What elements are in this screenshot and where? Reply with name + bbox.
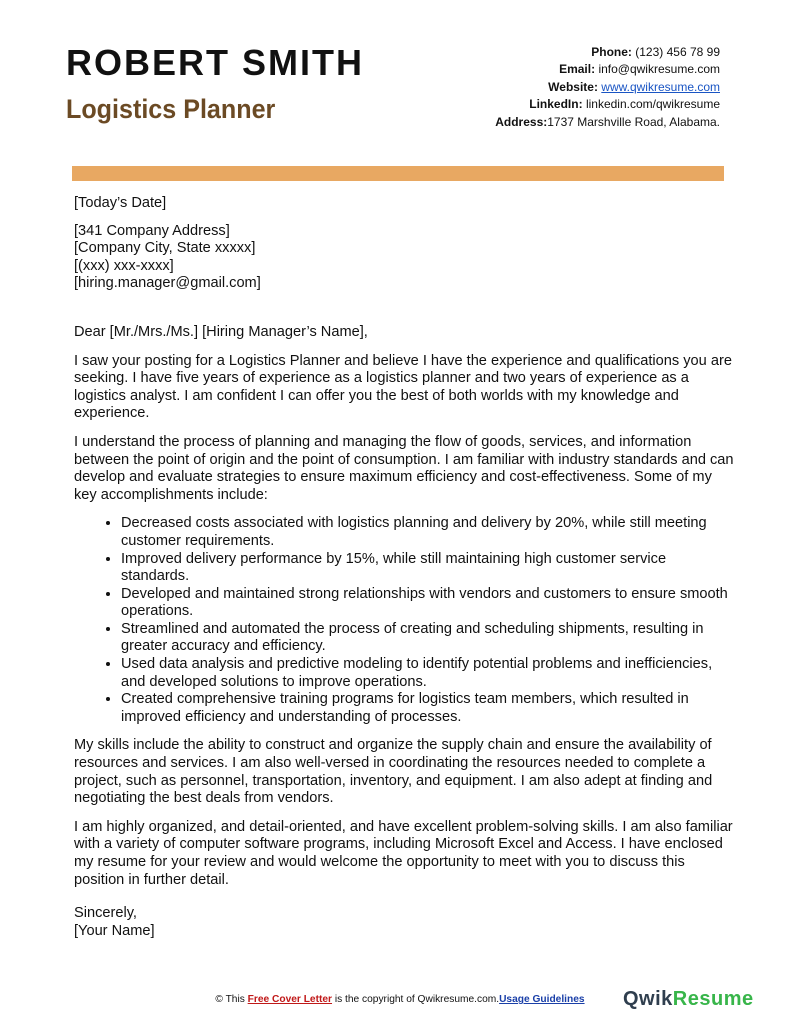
accomplishments-list [74, 515, 734, 726]
paragraph-skills: My skills include the ability to construct and organize the supply chain and ensure the availability of resources and services. I am also well-versed in coordinating the resources needed to complete a project, such as personnel, transportation, inventory, and equipment. I am also adept at finding and negotiating the best deals from vendors. [74, 737, 713, 807]
paragraph-experience: I understand the process of planning and managing the flow of goods, services, and information between the point of origin and the point of consumption. I am familiar with industry standards and can develop and evaluate strategies to ensure maximum efficiency and cost-effectiveness. Some of my key accomplishments include: [74, 433, 734, 503]
contact-phone: Phone: (123) 456 78 99 [591, 45, 720, 59]
list-item: • Decreased costs associated with logistics planning and delivery by 20%, while still meeting customer requirements. [121, 515, 734, 550]
sign-off: Sincerely, [Your Name] [74, 905, 734, 940]
contact-block [495, 44, 720, 131]
paragraph-intro: I saw your posting for a Logistics Planner and believe I have the experience and qualifications you are seeking. I have five years of experience as a logistics planner and two years of experience as a logistics analyst. I am confident I can offer you the best of both worlds with my knowledge and experience. [74, 352, 732, 422]
letter-body [74, 195, 734, 951]
copyright-footer: © This Free Cover Letter is the copyright of Qwikresume.com.Usage Guidelines [215, 994, 585, 1005]
list-item: • Improved delivery performance by 15%, while still maintaining high customer service standards. [121, 551, 734, 586]
paragraph-closing: I am highly organized, and detail-oriented, and have excellent problem-solving skills. I am also familiar with a variety of computer software programs, including Microsoft Excel and Access. I have enclosed my resume for your review and would welcome the opportunity to meet with you to discuss this position in further detail. [74, 818, 733, 888]
list-item: • Used data analysis and predictive modeling to identify potential problems and inefficiencies, and developed solutions to improve operations. [121, 656, 734, 691]
usage-guidelines-link[interactable]: Usage Guidelines [499, 994, 585, 1005]
signature-name: [Your Name] [74, 922, 155, 939]
recipient-address: [341 Company Address] [Company City, State xxxxx] [(xxx) xxx-xxxx] [hiring.manager@gmail.com] [74, 222, 261, 292]
salutation: Dear [Mr./Mrs./Ms.] [Hiring Manager’s Name], [74, 323, 368, 340]
accent-divider [72, 166, 724, 181]
list-item: • Streamlined and automated the process of creating and scheduling shipments, resulting in greater accuracy and efficiency. [121, 621, 734, 656]
letter-date: [Today’s Date] [74, 195, 167, 211]
job-title: Logistics Planner [66, 94, 276, 124]
qwikresume-logo: QwikResume [623, 988, 754, 1010]
contact-email: Email: info@qwikresume.com [559, 62, 720, 77]
list-item: • Developed and maintained strong relationships with vendors and customers to ensure smooth operations. [121, 586, 734, 621]
applicant-name: ROBERT SMITH [66, 42, 364, 83]
contact-address: Address:1737 Marshville Road, Alabama. [495, 114, 720, 129]
website-link[interactable]: www.qwikresume.com [601, 79, 720, 94]
free-cover-letter-link[interactable]: Free Cover Letter [247, 994, 333, 1005]
list-item: • Created comprehensive training programs for logistics team members, which resulted in improved efficiency and understanding of processes. [121, 691, 734, 726]
contact-linkedin: LinkedIn: linkedin.com/qwikresume [529, 97, 720, 112]
contact-website: Website: www.qwikresume.com [548, 79, 720, 94]
